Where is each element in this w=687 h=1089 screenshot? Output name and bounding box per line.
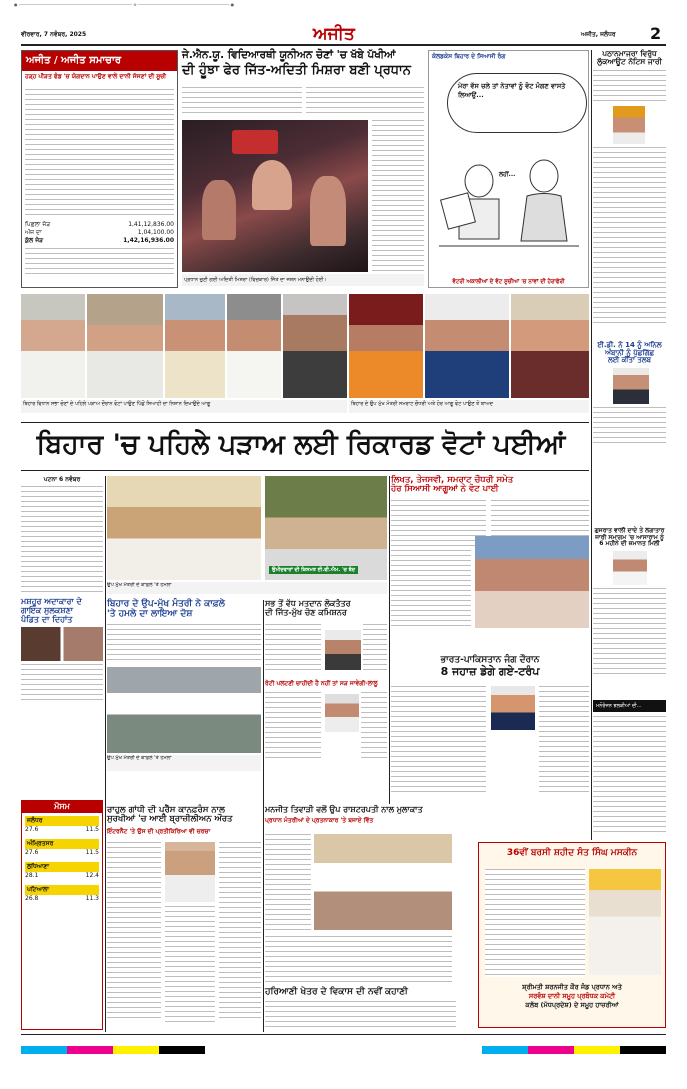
weather-box <box>21 800 103 1030</box>
brazilian-woman-photo <box>165 842 215 902</box>
lead-story <box>182 50 424 288</box>
fund-total-value: 1,04,100.00 <box>137 229 174 236</box>
vp-meeting-photo <box>314 834 452 930</box>
asaram-story <box>593 528 666 698</box>
lookout-headline-2: ਲੁੱਕਆਊਟ ਨੋਟਿਸ ਜਾਰੀ <box>597 57 662 67</box>
column-rule <box>263 600 264 1032</box>
lookout-headline-1: ਪਠਾਨਮਾਜਰਾ ਵਿਰੁੱਧ <box>602 49 657 58</box>
likhat-story <box>391 476 589 640</box>
weather-list <box>22 813 102 905</box>
sant-photo <box>589 869 661 975</box>
weather-title: ਮੌਸਮ <box>22 801 102 813</box>
weather-city-name: ਅੰਮ੍ਰਿਤਸਰ <box>25 839 99 849</box>
leader-photo-3 <box>165 294 225 398</box>
haryana-story <box>265 988 456 1032</box>
barsi-ad-body <box>485 869 585 977</box>
cartoon-figures <box>439 141 579 259</box>
car-photo <box>107 667 261 753</box>
ec-body <box>265 624 321 674</box>
lalu-headline: ਰੋਟੀ ਪਲਟਣੀ ਚਾਹੀਦੀ ਹੈ ਨਹੀਂ ਤਾਂ ਸੜ ਜਾਵੇਗੀ-ਲਾਲੂ <box>265 680 378 687</box>
cm-attack-headline-2: 'ਤੇ ਹਮਲੇ ਦਾ ਲਾਇਆ ਦੋਸ਼ <box>107 608 193 619</box>
right-lower-body <box>593 716 666 836</box>
leader-photo-1 <box>21 294 85 398</box>
weather-city <box>25 816 99 833</box>
voters-photo-strip <box>21 294 589 414</box>
lalu-photo <box>325 694 359 732</box>
voters-queue-photo <box>265 476 387 580</box>
person-shape <box>252 160 292 210</box>
trump-body <box>391 686 486 796</box>
sulakshana-photo <box>21 627 103 661</box>
row-rule <box>21 470 589 471</box>
leader-photo-4 <box>227 294 281 398</box>
photo-strip-caption-left: ਬਿਹਾਰ ਵਿਧਾਨ ਸਭਾ ਚੋਣਾਂ ਦੇ ਪਹਿਲੇ ਪੜਾਅ ਦੌਰਾਨ ਵੋਟਾਂ ਪਾਉਣ ਪਿੱਛੋਂ ਸਿਆਹੀ ਦਾ ਨਿਸ਼ਾਨ ਦਿਖਾਉਂਦੇ ਆਗੂ <box>21 400 347 413</box>
lookout-body <box>593 70 666 104</box>
haryana-headline: ਹਰਿਆਣੀ ਖੇਤਰ ਦੇ ਵਿਕਾਸ ਦੀ ਨਵੀਂ ਕਹਾਣੀ <box>265 987 408 997</box>
fund-sub: ਅਜੀਤ ਸਮਾਚਾਰ <box>61 55 122 66</box>
likhat-body <box>391 550 471 628</box>
fund-donor-list <box>25 89 174 219</box>
jnu-celebration-photo <box>182 120 368 272</box>
rahul-body <box>165 906 215 1022</box>
cartoon-drawing <box>439 141 579 259</box>
lead-body-text <box>306 87 424 117</box>
trump-headline-2: 8 ਜਹਾਜ਼ ਡੇਗੇ ਗਏ-ਟਰੰਪ <box>440 664 540 678</box>
magenta-swatch <box>67 1046 113 1054</box>
cm-attack-story <box>107 600 261 800</box>
asaram-headline-3: 6 ਮਹੀਨੇ ਦੀ ਜ਼ਮਾਨਤ ਮਿਲੀ <box>599 540 660 548</box>
blank-swatch <box>205 1046 481 1054</box>
lead-headline-2: ਦੀ ਹੂੰਝਾ ਫੇਰ ਜਿੱਤ-ਅਦਿਤੀ ਮਿਸ਼ਰਾ ਬਣੀ ਪ੍ਰਧਾਨ <box>182 62 411 78</box>
fund-total-row <box>25 237 174 245</box>
lead-photo-caption: ਪ੍ਰਧਾਨ ਚੁਣੀ ਗਈ ਅਦਿਤੀ ਮਿਸ਼ਰਾ (ਵਿਚਕਾਰ) ਜਿੱਤ ਦਾ ਜਸ਼ਨ ਮਨਾਉਂਦੀ ਹੋਈ। <box>182 274 424 286</box>
masthead-date: ਵੀਰਵਾਰ, 7 ਨਵੰਬਰ, 2025 <box>21 31 87 38</box>
ec-headline-1: ਸਭ ਤੋਂ ਵੱਧ ਮਤਦਾਨ ਲੋਕਤੰਤਰ <box>265 599 351 608</box>
likhat-headline-2: ਹੋਰ ਸਿਆਸੀ ਆਗੂਆਂ ਨੇ ਵੋਟ ਪਾਈ <box>391 484 499 495</box>
red-flag-shape <box>232 130 278 154</box>
vp-headline: ਮਨਜੀਤ ਤਿਵਾੜੀ ਵਲੋਂ ਉਪ ਰਾਸ਼ਟਰਪਤੀ ਨਾਲ ਮੁਲਾਕਾਤ <box>265 805 423 814</box>
fund-total-label: ਅੱਜ ਦਾ <box>25 229 42 236</box>
asaram-headline-1: ਗੁਜਰਾਤ ਵਾਲੀ ਦਾਦੇ ਤੇ ਲਗਾਤਾਰ <box>594 527 665 534</box>
print-registration-bar: ● ─────────────────────────────────────────────── ⊕ ────────────────────────────────────── ● <box>14 2 235 7</box>
leader-photo-7 <box>425 294 509 398</box>
masthead <box>21 20 666 46</box>
weather-city-name: ਜਲੰਧਰ <box>25 816 99 826</box>
person-shape <box>202 180 236 240</box>
dateline: ਪਟਨਾ 6 ਨਵੰਬਰ <box>43 476 81 483</box>
lookout-body-continued <box>593 147 666 327</box>
trump-photo <box>491 686 535 730</box>
barsi-ad-line: ਸਰਵੰਸ਼ ਦਾਨੀ ਸਮੂਹ ਪ੍ਰਬੰਧਕ ਕਮੇਟੀ <box>528 992 616 1000</box>
weather-temps <box>25 895 99 902</box>
page-number: 2 <box>650 24 662 43</box>
weather-temps <box>25 849 99 856</box>
yellow-swatch <box>113 1046 159 1054</box>
weather-city-name: ਪਟਿਆਲਾ <box>25 885 99 895</box>
cartoon-speech-bubble: ਮੇਰਾ ਵੱਸ ਚਲੇ ਤਾਂ ਨੇਤਾਵਾਂ ਨੂੰ ਵੋਟ ਮੰਗਣ ਵਾਸਤੇ ਲਿਆਉਂ... <box>447 73 587 133</box>
lead-headline-1: ਜੇ.ਐਨ.ਯੂ. ਵਿਦਿਆਰਥੀ ਯੂਨੀਅਨ ਚੋਣਾਂ 'ਚ ਖੱਬੇ ਪੱਖੀਆਂ <box>182 49 396 61</box>
ed-story <box>593 342 666 462</box>
cartoon-box <box>428 50 589 288</box>
mid-left-column <box>21 476 103 594</box>
obituary-body <box>21 664 103 700</box>
weather-city <box>25 839 99 856</box>
black-swatch <box>159 1046 205 1054</box>
banner-headline: ਬਿਹਾਰ 'ਚ ਪਹਿਲੇ ਪੜਾਅ ਲਈ ਰਿਕਾਰਡ ਵੋਟਾਂ ਪਈਆਂ <box>36 429 566 460</box>
women-voters-photo <box>475 536 589 628</box>
person-shape <box>310 176 346 246</box>
weather-min: 11.5 <box>85 849 99 856</box>
column-rule <box>591 50 592 840</box>
trump-headline-1: ਭਾਰਤ-ਪਾਕਿਸਤਾਨ ਜੰਗ ਦੌਰਾਨ <box>440 655 540 665</box>
weather-city <box>25 885 99 902</box>
barsi-ad-line: ਸ਼੍ਰੀਮਤੀ ਸ਼ਰਨਜੀਤ ਕੌਰ ਜੰਡ ਪ੍ਰਧਾਨ ਅਤੇ <box>522 983 622 991</box>
color-registration-bar <box>21 1046 666 1054</box>
right-column-top <box>593 50 666 340</box>
anil-ambani-photo <box>613 368 649 404</box>
fund-total-label: ਪਿਛਲਾ ਜੋੜ <box>25 221 51 228</box>
ceremony-caption: ਉਪ ਮੁੱਖ ਮੰਤਰੀ ਦੇ ਕਾਫ਼ਲੇ 'ਤੇ ਹਮਲਾ <box>107 582 387 594</box>
cm-attack-body <box>107 624 261 664</box>
weather-temps <box>25 826 99 833</box>
car-caption: ਉਪ ਮੁੱਖ ਮੰਤਰੀ ਦੇ ਕਾਫ਼ਲੇ 'ਤੇ ਹਮਲਾ <box>107 755 261 771</box>
gyanesh-photo <box>325 630 361 670</box>
magenta-swatch <box>528 1046 574 1054</box>
ec-body <box>363 624 387 674</box>
ed-headline-3: ਲਈ ਕੀਤਾ ਤਲਬ <box>607 356 652 365</box>
weather-min: 11.5 <box>85 826 99 833</box>
ec-headline-2: ਦੀ ਜਿੱਤ-ਮੁੱਖ ਚੋਣ ਕਮਿਸ਼ਨਰ <box>265 607 347 617</box>
ed-headline-1: ਈ.ਡੀ. ਨੇ 14 ਨੂੰ ਅਨਿਲ <box>597 341 662 349</box>
cartoon-header: ਕੋਲਡਕੇਸ ਬਿਹਾਰ ਦੇ ਸਿਆਸੀ ਰੰਗ <box>432 53 506 60</box>
barsi-ad <box>478 842 666 1028</box>
lalu-body <box>361 692 387 762</box>
barsi-ad-title: 36ਵੀਂ ਬਰਸੀ ਸ਼ਹੀਦ ਸੰਤ ਸਿੰਘ ਮਸਕੀਨ <box>506 848 638 858</box>
lead-body-text <box>182 87 302 117</box>
obituary-headline-3: ਪੰਡਿਤ ਦਾ ਦਿਹਾਂਤ <box>21 614 73 624</box>
row-rule <box>21 1034 666 1035</box>
leader-photo-5 <box>283 294 347 398</box>
fund-brand: ਅਜੀਤ <box>26 55 51 66</box>
black-swatch <box>620 1046 666 1054</box>
masthead-edition: ਅਜੀਤ, ਜਲੰਧਰ <box>581 31 616 38</box>
fund-total-row <box>25 221 174 229</box>
cm-attack-headline-1: ਬਿਹਾਰ ਦੇ ਉਪ-ਮੁੱਖ ਮੰਤਰੀ ਨੇ ਕਾਫ਼ਲੇ <box>107 599 225 609</box>
fund-total-label: ਕੁੱਲ ਜੋੜ <box>25 237 44 244</box>
yellow-swatch <box>574 1046 620 1054</box>
barsi-ad-footer <box>479 983 665 1010</box>
row-rule <box>21 422 589 423</box>
leader-photo-6 <box>349 294 423 398</box>
fund-total-row <box>25 229 174 237</box>
vp-body <box>265 936 452 984</box>
ed-headline-2: ਅੰਬਾਨੀ ਨੂੰ ਪੁੱਛਗਿੱਛ <box>604 348 655 357</box>
fund-strap: ਹੜ੍ਹ ਪੀੜਤ ਫੰਡ 'ਚ ਯੋਗਦਾਨ ਪਾਉਣ ਵਾਲੇ ਦਾਨੀ ਸੱਜਣਾਂ ਦੀ ਸੂਚੀ <box>25 73 167 80</box>
weather-city <box>25 862 99 879</box>
asaram-headline-2: ਜਾਰੀ ਸਮਾਗਮ 'ਚ ਆਸਾਰਾਮ ਨੂੰ <box>595 533 664 541</box>
rahul-headline-2: ਸੁਰਖੀਆਂ 'ਚ ਆਈ ਬ੍ਰਾਜ਼ੀਲੀਅਨ ਔਰਤ <box>107 814 233 825</box>
weather-max: 26.8 <box>25 895 39 902</box>
obituary-headline-2: ਗਾਇਕ ਸੁਲਕਸ਼ਣਾ <box>21 605 74 615</box>
fund-totals <box>22 221 177 245</box>
leader-photo-8 <box>511 294 589 398</box>
weather-min: 11.3 <box>85 895 99 902</box>
obituary-headline-1: ਮਸ਼ਹੂਰ ਅਦਾਕਾਰਾ ਦੇ <box>21 597 82 606</box>
likhat-body <box>391 500 486 546</box>
masthead-title: ਅਜੀਤ <box>313 24 355 44</box>
vp-body <box>265 834 311 934</box>
rahul-subhead: ਇੰਟਰਨੈੱਟ 'ਤੇ ਉਸ ਦੀ ਪ੍ਰਤੀਕਿਰਿਆ ਵੀ ਚਰਚਾ <box>107 827 211 835</box>
asaram-body <box>593 588 666 678</box>
fund-box-header: ਅਜੀਤ / ਅਜੀਤ ਸਮਾਚਾਰ <box>22 51 177 71</box>
photo-strip-caption-right: ਬਿਹਾਰ ਦੇ ਉਪ ਮੁੱਖ ਮੰਤਰੀ ਸਮਰਾਟ ਚੌਧਰੀ ਅਤੇ ਹੋਰ ਆਗੂ ਵੋਟ ਪਾਉਣ ਤੋਂ ਬਾਅਦ <box>349 400 589 413</box>
leader-photo-2 <box>87 294 163 398</box>
asaram-photo <box>613 551 647 585</box>
lead-body-text <box>372 120 424 272</box>
weather-min: 12.4 <box>85 872 99 879</box>
likhat-headline-1: ਲਿਖਤ, ਤੇਜਸਵੀ, ਸਮਰਾਟ ਚੌਧਰੀ ਸਮੇਤ <box>391 475 514 485</box>
manoranjan-label: ਮਨੋਰੰਜਨ ਝਲਕੀਆਂ ਦੀ... <box>593 700 666 712</box>
rahul-headline-1: ਰਾਹੁਲ ਗਾਂਧੀ ਦੀ ਪ੍ਰੈੱਸ ਕਾਨਫ਼ਰੰਸ ਨਾਲ <box>107 805 225 815</box>
rahul-story <box>107 806 261 1032</box>
banner-headline-box <box>21 430 581 466</box>
ec-story <box>265 600 387 804</box>
obituary-story <box>21 598 103 710</box>
barsi-ad-line: ਕਲੱਬ (ਮੱਧਪ੍ਰਦੇਸ਼) ਦੇ ਸਮੂਹ ਹਾਜ਼ਰੀਆਂ <box>525 1001 619 1009</box>
haryana-body <box>265 1001 456 1029</box>
fund-bank-details <box>25 248 174 276</box>
cyan-swatch <box>21 1046 67 1054</box>
weather-max: 28.1 <box>25 872 39 879</box>
vp-subhead: ਪ੍ਰਧਾਨ ਮੰਤਰੀਆਂ ਦੇ ਪ੍ਰਤਨਾਕਾਰ 'ਤੇ ਬਜਾਏ ਵਿੱਤ <box>265 816 374 824</box>
weather-max: 27.6 <box>25 826 39 833</box>
mid-left-body <box>21 486 103 594</box>
cartoon-caption: ਵੋਟਰੀ ਅਕਾਲੀਆਂ ਦੇ ਵੋਟ ਸੂਚੀਆਂ 'ਚ ਨਾਵਾਂ ਦੀ ਹੇਰਾਫੇਰੀ <box>452 279 565 285</box>
fund-box <box>21 50 178 288</box>
weather-temps <box>25 872 99 879</box>
trump-story <box>391 656 589 804</box>
weather-city-name: ਲੁਧਿਆਣਾ <box>25 862 99 872</box>
lalu-body <box>265 692 321 762</box>
fund-total-value: 1,41,12,836.00 <box>128 221 174 228</box>
ed-body <box>593 407 666 447</box>
green-caption: ਉਮੀਦਵਾਰਾਂ ਦੀ ਕਿਸਮਤ ਈ.ਵੀ.ਐਮ. 'ਚ ਬੰਦ <box>269 566 358 574</box>
column-rule <box>389 476 390 804</box>
rahul-body <box>107 842 161 1022</box>
cyan-swatch <box>482 1046 528 1054</box>
cartoon-bubble-2: ਲਹੀਂ... <box>499 171 516 178</box>
column-rule <box>105 476 106 1032</box>
ceremony-photo <box>107 476 261 580</box>
fund-total-value: 1,42,16,936.00 <box>123 237 174 244</box>
pathanmajra-photo <box>613 106 645 144</box>
trump-body <box>539 686 589 796</box>
weather-max: 27.6 <box>25 849 39 856</box>
rahul-body <box>219 842 261 1022</box>
